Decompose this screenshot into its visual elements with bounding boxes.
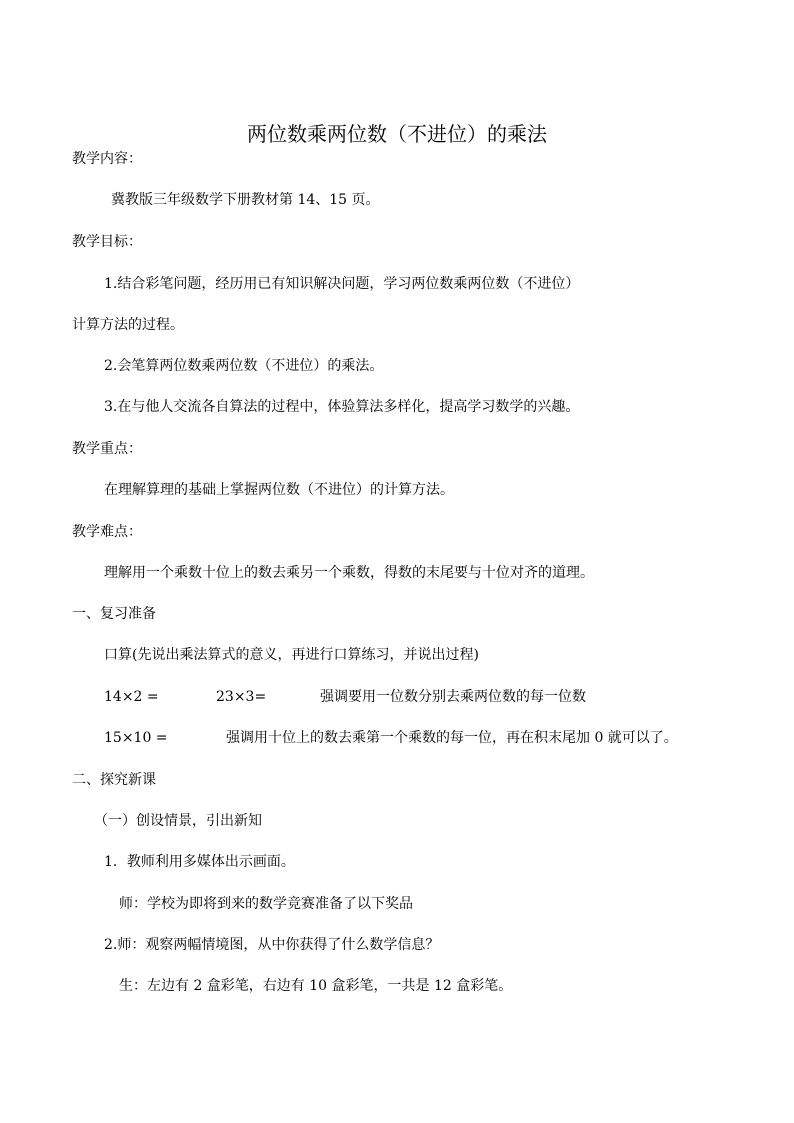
goal-1-line-1: 1.结合彩笔问题，经历用已有知识解决问题，学习两位数乘两位数（不进位） bbox=[104, 276, 580, 292]
note-1: 强调要用一位数分别去乘两位数的每一位数 bbox=[320, 689, 586, 705]
difficulty-heading: 教学难点： bbox=[72, 524, 142, 540]
step-1: 1．教师利用多媒体出示画面。 bbox=[104, 854, 295, 870]
subsection-1-heading: （一）创设情景，引出新知 bbox=[94, 813, 262, 829]
student-line-1: 生：左边有 2 盒彩笔，右边有 10 盒彩笔，一共是 12 盒彩笔。 bbox=[119, 978, 513, 994]
goals-heading: 教学目标： bbox=[72, 234, 142, 250]
goal-2: 2.会笔算两位数乘两位数（不进位）的乘法。 bbox=[104, 358, 384, 374]
document-title: 两位数乘两位数（不进位）的乘法 bbox=[247, 122, 547, 146]
expression-1a: 14×2 = bbox=[104, 689, 159, 705]
goal-3: 3.在与他人交流各自算法的过程中，体验算法多样化，提高学习数学的兴趣。 bbox=[104, 399, 580, 415]
teacher-line-1: 师：学校为即将到来的数学竞赛准备了以下奖品 bbox=[119, 896, 413, 912]
note-2: 强调用十位上的数去乘第一个乘数的每一位，再在积末尾加 0 就可以了。 bbox=[226, 730, 678, 746]
section-2-heading: 二、探究新课 bbox=[72, 772, 156, 788]
focus-heading: 教学重点： bbox=[72, 441, 142, 457]
step-2: 2.师：观察两幅情境图，从中你获得了什么数学信息？ bbox=[104, 937, 440, 953]
expression-2: 15×10 = bbox=[104, 730, 168, 746]
expression-1b: 23×3= bbox=[216, 689, 267, 705]
difficulty-text: 理解用一个乘数十位上的数去乘另一个乘数，得数的末尾要与十位对齐的道理。 bbox=[104, 565, 594, 581]
content-text: 冀教版三年级数学下册教材第 14、15 页。 bbox=[111, 192, 380, 208]
section-1-heading: 一、复习准备 bbox=[72, 606, 156, 622]
oral-calculation-instruction: 口算(先说出乘法算式的意义，再进行口算练习，并说出过程) bbox=[104, 647, 479, 663]
focus-text: 在理解算理的基础上掌握两位数（不进位）的计算方法。 bbox=[104, 482, 454, 498]
goal-1-line-2: 计算方法的过程。 bbox=[72, 317, 184, 333]
content-heading: 教学内容： bbox=[72, 151, 142, 167]
